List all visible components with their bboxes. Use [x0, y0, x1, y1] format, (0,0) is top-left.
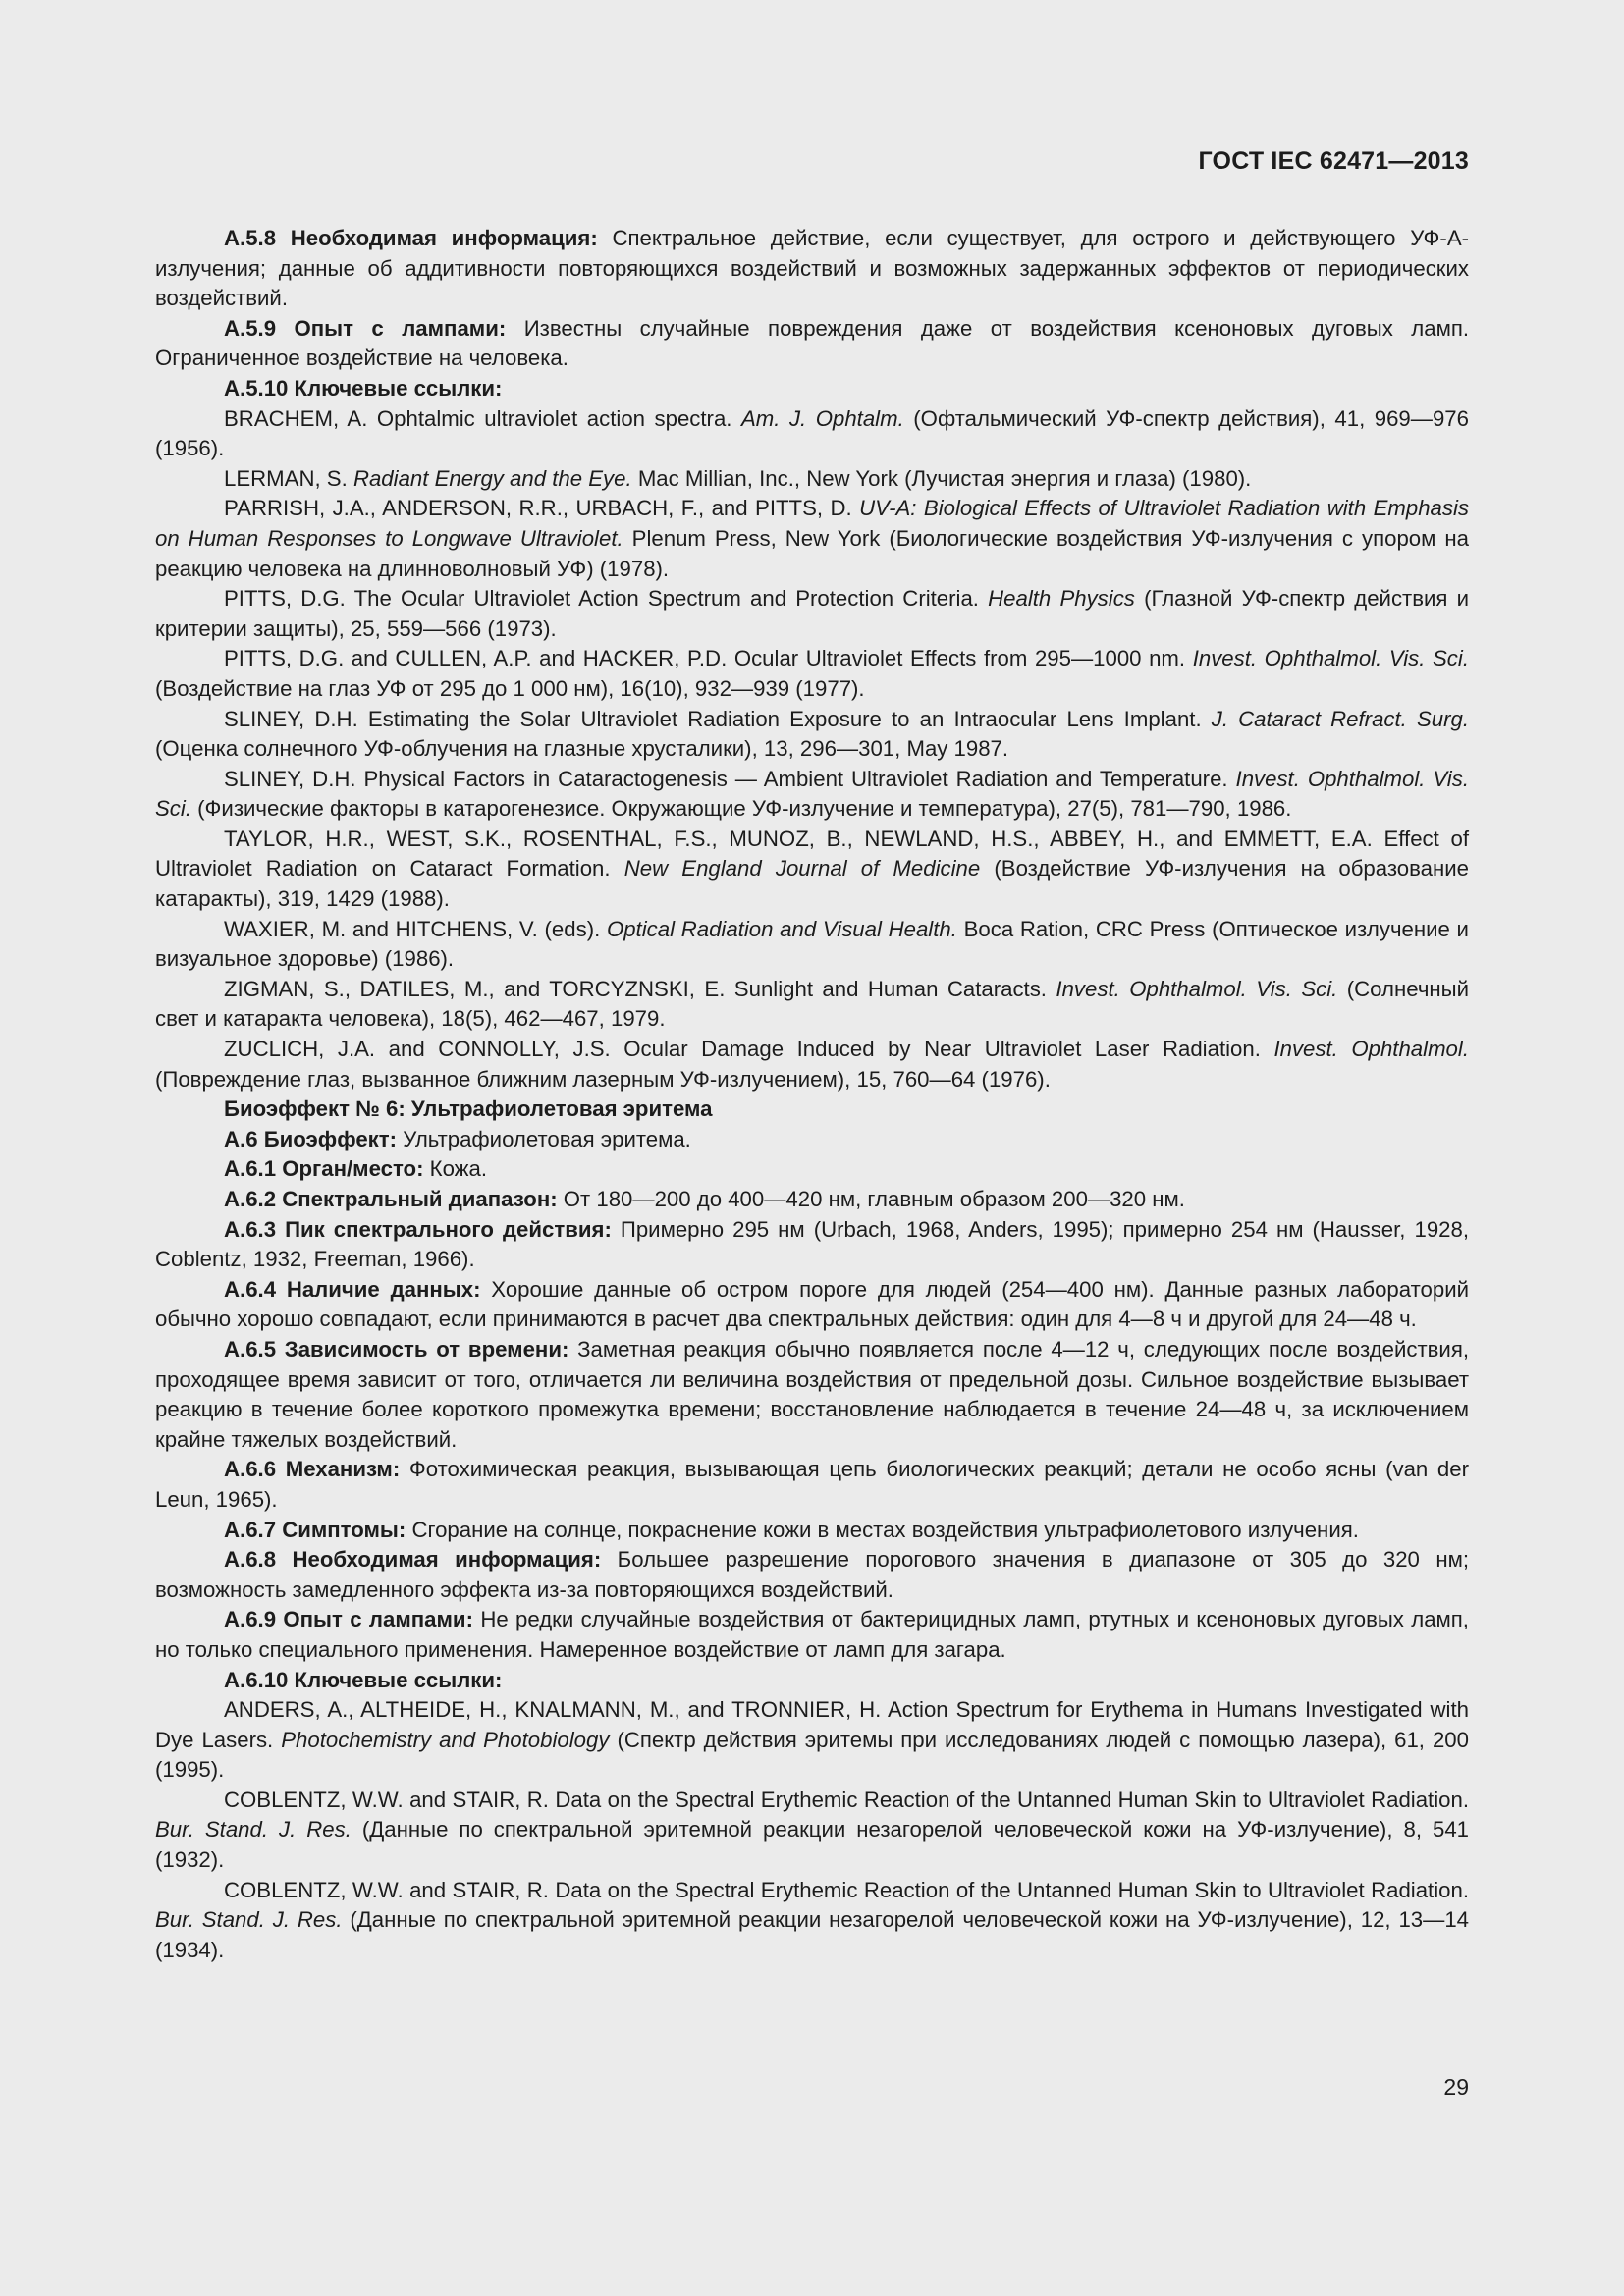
paragraph-text: Сгорание на солнце, покраснение кожи в местах воздействия ультрафиолетового излучения. — [411, 1517, 1359, 1542]
paragraph-text: Заметная реакция обычно появляется после 4—12 ч, следующих после воздействия, проходящее время зависит от того, отличается ли величина воздействия от предельной дозы. Сильное воздействие вызывает реакцию в течение более короткого промежутка времени; восстановление наблюдается в течение 24—48 ч, за исключением крайне тяжелых воздействий. — [155, 1336, 1469, 1452]
ref-text: (Глазной УФ-спектр действия и критерии защиты), 25, 559—566 (1973). — [155, 586, 1469, 641]
paragraph-label: А.5.9 Опыт с лампами: — [224, 315, 507, 341]
ref-source: Optical Radiation and Visual Health. — [606, 916, 957, 941]
paragraph-a-6-1 — [155, 1154, 1469, 1185]
ref-text: (Офтальмический УФ-спектр действия), 41, 969—976 (1956). — [155, 405, 1469, 461]
ref-text: COBLENTZ, W.W. and STAIR, R. Data on the Spectral Erythemic Reaction of the Untanned Human Skin to Ultraviolet Radiation. — [224, 1787, 1469, 1812]
paragraph-label: А.5.10 Ключевые ссылки: — [224, 375, 503, 400]
paragraph-label: А.6.10 Ключевые ссылки: — [224, 1667, 503, 1692]
paragraph-a-6 — [155, 1125, 1469, 1155]
ref-text: LERMAN, S. — [224, 465, 348, 491]
paragraph-text: Примерно 295 нм (Urbach, 1968, Anders, 1995); примерно 254 нм (Hausser, 1928, Coblentz, 1932, Freeman, 1966). — [155, 1216, 1470, 1272]
paragraph-label: Биоэффект № 6: Ультрафиолетовая эритема — [224, 1096, 713, 1122]
ref-text: Plenum Press, New York (Биологические воздействия УФ-излучения с упором на реакцию человека на длинноволновый УФ) (1978). — [155, 525, 1469, 581]
paragraph-label: А.6.5 Зависимость от времени: — [224, 1336, 569, 1362]
ref-text: (Спектр действия эритемы при исследованиях людей с помощью лазера), 61, 200 (1995). — [155, 1727, 1469, 1783]
ref-source: Bur. Stand. J. Res. — [155, 1907, 343, 1933]
reference-item — [155, 825, 1469, 915]
ref-text: (Данные по спектральной эритемной реакции незагорелой человеческой кожи на УФ-излучение), 12, 13—14 (1934). — [155, 1907, 1469, 1962]
paragraph-a-6-5 — [155, 1335, 1469, 1455]
ref-source: Invest. Ophthalmol. — [1273, 1037, 1469, 1062]
page-number: 29 — [1443, 2074, 1469, 2100]
reference-item — [155, 915, 1469, 975]
paragraph-a-6-8 — [155, 1545, 1469, 1605]
ref-text: PITTS, D.G. The Ocular Ultraviolet Action Spectrum and Protection Criteria. — [224, 586, 979, 612]
ref-text: Boca Ration, CRC Press (Оптическое излучение и визуальное здоровье) (1986). — [155, 916, 1469, 972]
paragraph-label: А.5.8 Необходимая информация: — [224, 226, 598, 250]
ref-text: BRACHEM, A. Ophtalmic ultraviolet action spectra. — [224, 405, 732, 431]
ref-source: Radiant Energy and the Eye. — [352, 465, 632, 491]
document-number: ГОСТ IEC 62471—2013 — [1198, 147, 1469, 175]
reference-item — [155, 404, 1469, 464]
paragraph-a-6-4 — [155, 1275, 1469, 1335]
paragraph-label: А.6.3 Пик спектрального действия: — [224, 1216, 612, 1242]
paragraph-text: Спектральное действие, если существует, для острого и действующего УФ-А-излучения; данные об аддитивности повторяющихся воздействий и возможных задержанных эффектов от периодических воздействий. — [155, 226, 1470, 311]
paragraph-text: Известны случайные повреждения даже от воздействия ксеноновых дуговых ламп. Ограниченное воздействие на человека. — [155, 315, 1469, 371]
reference-item — [155, 1695, 1469, 1786]
ref-source: Bur. Stand. J. Res. — [155, 1817, 352, 1842]
reference-item — [155, 1786, 1469, 1876]
paragraph-a-5-9 — [155, 314, 1469, 374]
reference-item — [155, 975, 1469, 1035]
paragraph-text: Не редки случайные воздействия от бактерицидных ламп, ртутных и ксеноновых дуговых ламп, но только специального применения. Намеренное воздействие от ламп для загара. — [155, 1607, 1469, 1662]
paragraph-label: А.6.6 Механизм: — [224, 1457, 401, 1482]
paragraph-label: А.6.2 Спектральный диапазон: — [224, 1187, 558, 1211]
ref-source: J. Cataract Refract. Surg. — [1211, 706, 1469, 731]
ref-text: (Воздействие УФ-излучения на образование катаракты), 319, 1429 (1988). — [155, 856, 1469, 912]
ref-source: Invest. Ophthalmol. Vis. Sci. — [155, 766, 1469, 822]
paragraph-label: А.6.7 Симптомы: — [224, 1517, 406, 1542]
reference-item — [155, 494, 1469, 584]
reference-item — [155, 584, 1469, 644]
heading-bioeffect-6 — [155, 1095, 1469, 1125]
ref-text: (Оценка солнечного УФ-облучения на глазные хрусталики), 13, 296—301, May 1987. — [155, 736, 1009, 762]
ref-text: WAXIER, M. and HITCHENS, V. (eds). — [224, 916, 601, 941]
reference-item — [155, 765, 1469, 825]
paragraph-a-6-3 — [155, 1215, 1469, 1275]
ref-source: Invest. Ophthalmol. Vis. Sci. — [1192, 646, 1469, 671]
document-body — [155, 224, 1469, 1965]
ref-source: Am. J. Ophtalm. — [740, 405, 904, 431]
heading-a-5-10 — [155, 374, 1469, 404]
ref-text: Mac Millian, Inc., New York (Лучистая энергия и глаза) (1980). — [637, 465, 1252, 491]
ref-text: TAYLOR, H.R., WEST, S.K., ROSENTHAL, F.S., MUNOZ, B., NEWLAND, H.S., ABBEY, H., and EMMETT, E.A. Effect of Ultraviolet Radiation on Cataract Formation. — [155, 826, 1469, 881]
ref-text: SLINEY, D.H. Physical Factors in Cataractogenesis — Ambient Ultraviolet Radiation and Temperature. — [224, 766, 1228, 791]
paragraph-label: А.6.4 Наличие данных: — [224, 1276, 481, 1302]
paragraph-a-6-6 — [155, 1455, 1469, 1515]
paragraph-text: Ультрафиолетовая эритема. — [403, 1126, 691, 1151]
ref-source: New England Journal of Medicine — [623, 856, 981, 881]
paragraph-text: Хорошие данные об остром пороге для людей (254—400 нм). Данные разных лабораторий обычно хорошо совпадают, если принимаются в расчет два спектральных действия: один для 4—8 ч и другой для 24—48 ч. — [155, 1276, 1469, 1332]
paragraph-text: Большее разрешение порогового значения в диапазоне от 305 до 320 нм; возможность замедленного эффекта из-за повторяющихся воздействий. — [155, 1547, 1469, 1602]
ref-text: ZIGMAN, S., DATILES, M., and TORCYZNSKI, E. Sunlight and Human Cataracts. — [224, 976, 1047, 1001]
paragraph-text: Фотохимическая реакция, вызывающая цепь биологических реакций; детали не особо ясны (van der Leun, 1965). — [155, 1457, 1469, 1512]
paragraph-text: Кожа. — [429, 1156, 488, 1182]
ref-source: Health Physics — [988, 586, 1135, 612]
ref-source: Photochemistry and Photobiology — [281, 1727, 610, 1752]
paragraph-text: От 180—200 до 400—420 нм, главным образом 200—320 нм. — [563, 1187, 1185, 1211]
paragraph-a-6-9 — [155, 1605, 1469, 1665]
paragraph-label: А.6.1 Орган/место: — [224, 1156, 424, 1182]
ref-source: UV-A: Biological Effects of Ultraviolet Radiation with Emphasis on Human Responses to Longwave Ultraviolet. — [155, 496, 1470, 551]
ref-text: PARRISH, J.A., ANDERSON, R.R., URBACH, F., and PITTS, D. — [224, 496, 852, 521]
ref-text: SLINEY, D.H. Estimating the Solar Ultraviolet Radiation Exposure to an Intraocular Lens Implant. — [224, 706, 1202, 731]
ref-source: Invest. Ophthalmol. Vis. Sci. — [1056, 976, 1338, 1001]
reference-item — [155, 464, 1469, 495]
ref-text: (Физические факторы в катарогенезисе. Окружающие УФ-излучение и температура), 27(5), 781—790, 1986. — [197, 796, 1292, 822]
ref-text: COBLENTZ, W.W. and STAIR, R. Data on the Spectral Erythemic Reaction of the Untanned Human Skin to Ultraviolet Radiation. — [224, 1877, 1469, 1902]
reference-item — [155, 1876, 1469, 1966]
reference-item — [155, 705, 1469, 765]
ref-text: ZUCLICH, J.A. and CONNOLLY, J.S. Ocular Damage Induced by Near Ultraviolet Laser Radiation. — [224, 1037, 1261, 1062]
ref-text: (Данные по спектральной эритемной реакции незагорелой человеческой кожи на УФ-излучение), 8, 541 (1932). — [155, 1817, 1470, 1873]
paragraph-a-6-7 — [155, 1516, 1469, 1546]
paragraph-label: А.6.9 Опыт с лампами: — [224, 1607, 473, 1632]
paragraph-label: А.6 Биоэффект: — [224, 1126, 398, 1151]
paragraph-a-6-2 — [155, 1185, 1469, 1215]
reference-item — [155, 1035, 1469, 1095]
heading-a-6-10 — [155, 1666, 1469, 1696]
reference-item — [155, 644, 1469, 704]
ref-text: (Воздействие на глаз УФ от 295 до 1 000 нм), 16(10), 932—939 (1977). — [155, 675, 865, 701]
paragraph-a-5-8 — [155, 224, 1469, 314]
ref-text: (Повреждение глаз, вызванное ближним лазерным УФ-излучением), 15, 760—64 (1976). — [155, 1066, 1051, 1092]
ref-text: PITTS, D.G. and CULLEN, A.P. and HACKER, P.D. Ocular Ultraviolet Effects from 295—1000 nm. — [224, 646, 1186, 671]
paragraph-label: А.6.8 Необходимая информация: — [224, 1547, 602, 1573]
ref-text: ANDERS, A., ALTHEIDE, H., KNALMANN, M., and TRONNIER, H. Action Spectrum for Erythema in Humans Investigated with Dye Lasers. — [155, 1697, 1469, 1752]
ref-text: (Солнечный свет и катаракта человека), 18(5), 462—467, 1979. — [155, 976, 1469, 1032]
